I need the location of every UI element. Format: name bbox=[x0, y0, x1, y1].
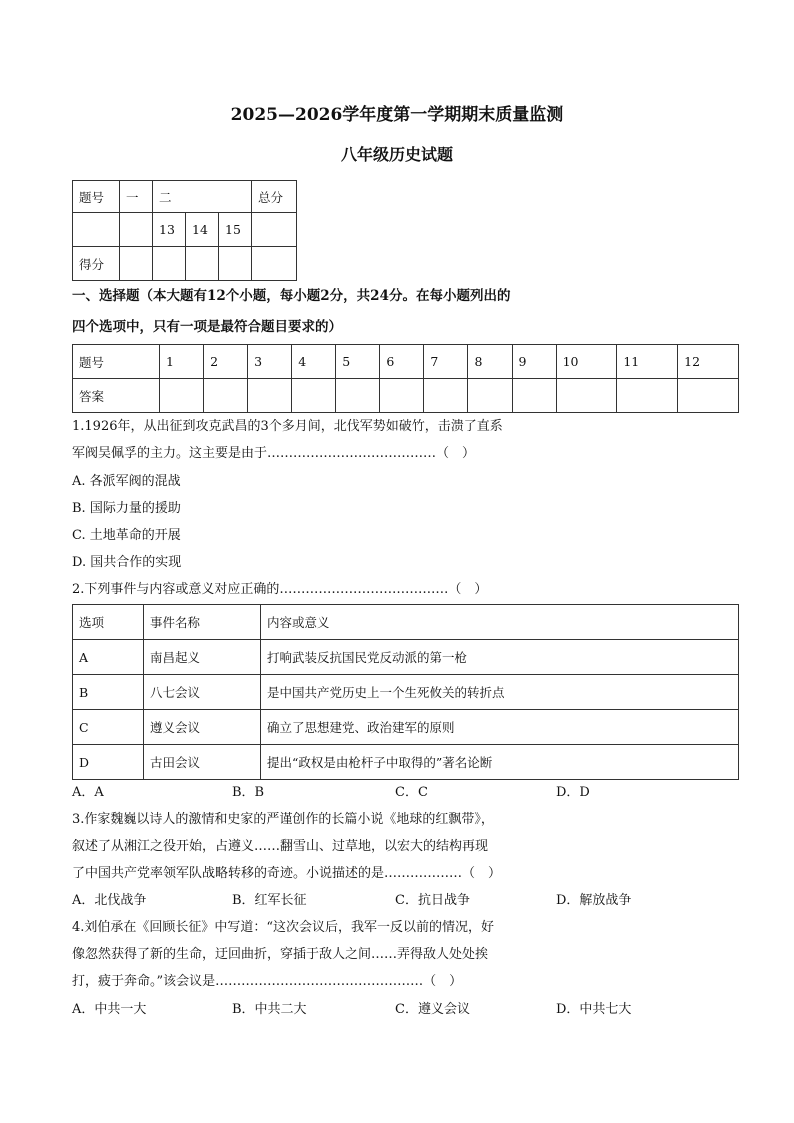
score-table-cell: 得分 bbox=[73, 247, 120, 281]
answer-cell[interactable] bbox=[424, 379, 468, 413]
answer-cell[interactable] bbox=[468, 379, 512, 413]
answer-cell[interactable] bbox=[380, 379, 424, 413]
answer-table-number: 7 bbox=[424, 345, 468, 379]
q3-stem-line1: 3.作家魏巍以诗人的激情和史家的严谨创作的长篇小说《地球的红飘带》， bbox=[72, 812, 494, 827]
answer-table-number: 4 bbox=[292, 345, 336, 379]
answer-cell[interactable] bbox=[556, 379, 617, 413]
answer-table-number: 3 bbox=[248, 345, 292, 379]
q4-option-c[interactable]: C．遵义会议 bbox=[395, 1002, 470, 1017]
score-table-cell[interactable] bbox=[219, 247, 252, 281]
section-heading-line1: 一、选择题（本大题有12个小题，每小题2分，共24分。在每小题列出的 bbox=[72, 288, 511, 304]
q2-stem-line1: 2.下列事件与内容或意义对应正确的…………………………………（ ） bbox=[72, 582, 488, 597]
score-table-cell[interactable] bbox=[153, 247, 186, 281]
q4-stem-line2: 像忽然获得了新的生命，迂回曲折，穿插于敌人之间……弄得敌人处处挨 bbox=[72, 947, 489, 962]
q4-stem-line3: 打，疲于奔命。”该会议是…………………………………………（ ） bbox=[72, 974, 463, 989]
answer-cell[interactable] bbox=[617, 379, 678, 413]
q3-stem-line2: 叙述了从湘江之役开始，占遵义……翻雪山、过草地，以宏大的结构再现 bbox=[72, 839, 489, 854]
q4-option-d[interactable]: D．中共七大 bbox=[556, 1002, 632, 1017]
answer-table-label: 答案 bbox=[73, 379, 160, 413]
q2-table-cell: 遵义会议 bbox=[144, 710, 261, 745]
score-table-cell: 总分 bbox=[252, 181, 297, 213]
score-table-cell bbox=[73, 213, 120, 247]
q1-stem-line2: 军阀吴佩孚的主力。这主要是由于…………………………………（ ） bbox=[72, 446, 476, 461]
q4-option-b[interactable]: B．中共二大 bbox=[232, 1002, 307, 1017]
q2-table-header: 事件名称 bbox=[144, 605, 261, 640]
q2-options bbox=[72, 781, 752, 801]
section-heading-line2: 四个选项中，只有一项是最符合题目要求的） bbox=[72, 319, 342, 335]
exam-title: 2025—2026学年度第一学期期末质量监测 bbox=[230, 105, 564, 125]
q2-table-cell: D bbox=[73, 745, 144, 780]
q1-option-c[interactable]: C. 土地革命的开展 bbox=[72, 528, 181, 543]
answer-cell[interactable] bbox=[204, 379, 248, 413]
q2-table-cell: 确立了思想建党、政治建军的原则 bbox=[261, 710, 739, 745]
score-table bbox=[72, 180, 297, 281]
q2-option-d[interactable]: D．D bbox=[556, 785, 590, 800]
q2-table-cell: 提出“政权是由枪杆子中取得的”著名论断 bbox=[261, 745, 739, 780]
q3-option-d[interactable]: D．解放战争 bbox=[556, 893, 632, 908]
answer-cell[interactable] bbox=[292, 379, 336, 413]
q2-table-cell: B bbox=[73, 675, 144, 710]
score-table-cell[interactable] bbox=[186, 247, 219, 281]
answer-table bbox=[72, 344, 739, 413]
q4-options bbox=[72, 998, 752, 1018]
q3-option-b[interactable]: B．红军长征 bbox=[232, 893, 307, 908]
score-table-cell bbox=[252, 213, 297, 247]
score-table-cell: 二 bbox=[153, 181, 252, 213]
score-table-cell: 题号 bbox=[73, 181, 120, 213]
score-table-cell: 14 bbox=[186, 213, 219, 247]
score-table-cell: 13 bbox=[153, 213, 186, 247]
q4-stem-line1: 4.刘伯承在《回顾长征》中写道：“这次会议后，我军一反以前的情况，好 bbox=[72, 920, 495, 935]
answer-table-number: 10 bbox=[556, 345, 617, 379]
answer-cell[interactable] bbox=[336, 379, 380, 413]
answer-table-number: 9 bbox=[512, 345, 556, 379]
answer-table-number: 6 bbox=[380, 345, 424, 379]
q3-option-a[interactable]: A．北伐战争 bbox=[72, 893, 147, 908]
q2-event-table bbox=[72, 604, 739, 780]
score-table-cell bbox=[120, 213, 153, 247]
score-table-cell: 一 bbox=[120, 181, 153, 213]
score-table-cell[interactable] bbox=[120, 247, 153, 281]
score-table-cell: 15 bbox=[219, 213, 252, 247]
q2-option-c[interactable]: C．C bbox=[395, 785, 428, 800]
q1-option-a[interactable]: A. 各派军阀的混战 bbox=[72, 474, 181, 489]
q2-option-a[interactable]: A．A bbox=[72, 785, 104, 800]
answer-table-number: 12 bbox=[678, 345, 739, 379]
q2-table-header: 内容或意义 bbox=[261, 605, 739, 640]
q2-option-b[interactable]: B．B bbox=[232, 785, 265, 800]
q1-option-d[interactable]: D. 国共合作的实现 bbox=[72, 555, 182, 570]
q3-option-c[interactable]: C．抗日战争 bbox=[395, 893, 470, 908]
q2-table-cell: A bbox=[73, 640, 144, 675]
answer-table-number: 1 bbox=[160, 345, 204, 379]
q3-options bbox=[72, 889, 752, 909]
q2-table-cell: C bbox=[73, 710, 144, 745]
answer-table-header: 题号 bbox=[73, 345, 160, 379]
q2-table-cell: 打响武装反抗国民党反动派的第一枪 bbox=[261, 640, 739, 675]
score-table-cell[interactable] bbox=[252, 247, 297, 281]
q2-table-cell: 八七会议 bbox=[144, 675, 261, 710]
answer-cell[interactable] bbox=[160, 379, 204, 413]
answer-table-number: 5 bbox=[336, 345, 380, 379]
exam-subtitle: 八年级历史试题 bbox=[340, 145, 453, 164]
answer-table-number: 2 bbox=[204, 345, 248, 379]
q2-table-cell: 是中国共产党历史上一个生死攸关的转折点 bbox=[261, 675, 739, 710]
q1-option-b[interactable]: B. 国际力量的援助 bbox=[72, 501, 181, 516]
answer-cell[interactable] bbox=[248, 379, 292, 413]
answer-table-number: 11 bbox=[617, 345, 678, 379]
q2-table-header: 选项 bbox=[73, 605, 144, 640]
answer-cell[interactable] bbox=[512, 379, 556, 413]
answer-table-number: 8 bbox=[468, 345, 512, 379]
q2-table-cell: 古田会议 bbox=[144, 745, 261, 780]
q4-option-a[interactable]: A．中共一大 bbox=[72, 1002, 147, 1017]
q3-stem-line3: 了中国共产党率领军队战略转移的奇迹。小说描述的是………………（ ） bbox=[72, 866, 502, 881]
q2-table-cell: 南昌起义 bbox=[144, 640, 261, 675]
answer-cell[interactable] bbox=[678, 379, 739, 413]
q1-stem-line1: 1.1926年，从出征到攻克武昌的3个多月间，北伐军势如破竹，击溃了直系 bbox=[72, 419, 503, 434]
